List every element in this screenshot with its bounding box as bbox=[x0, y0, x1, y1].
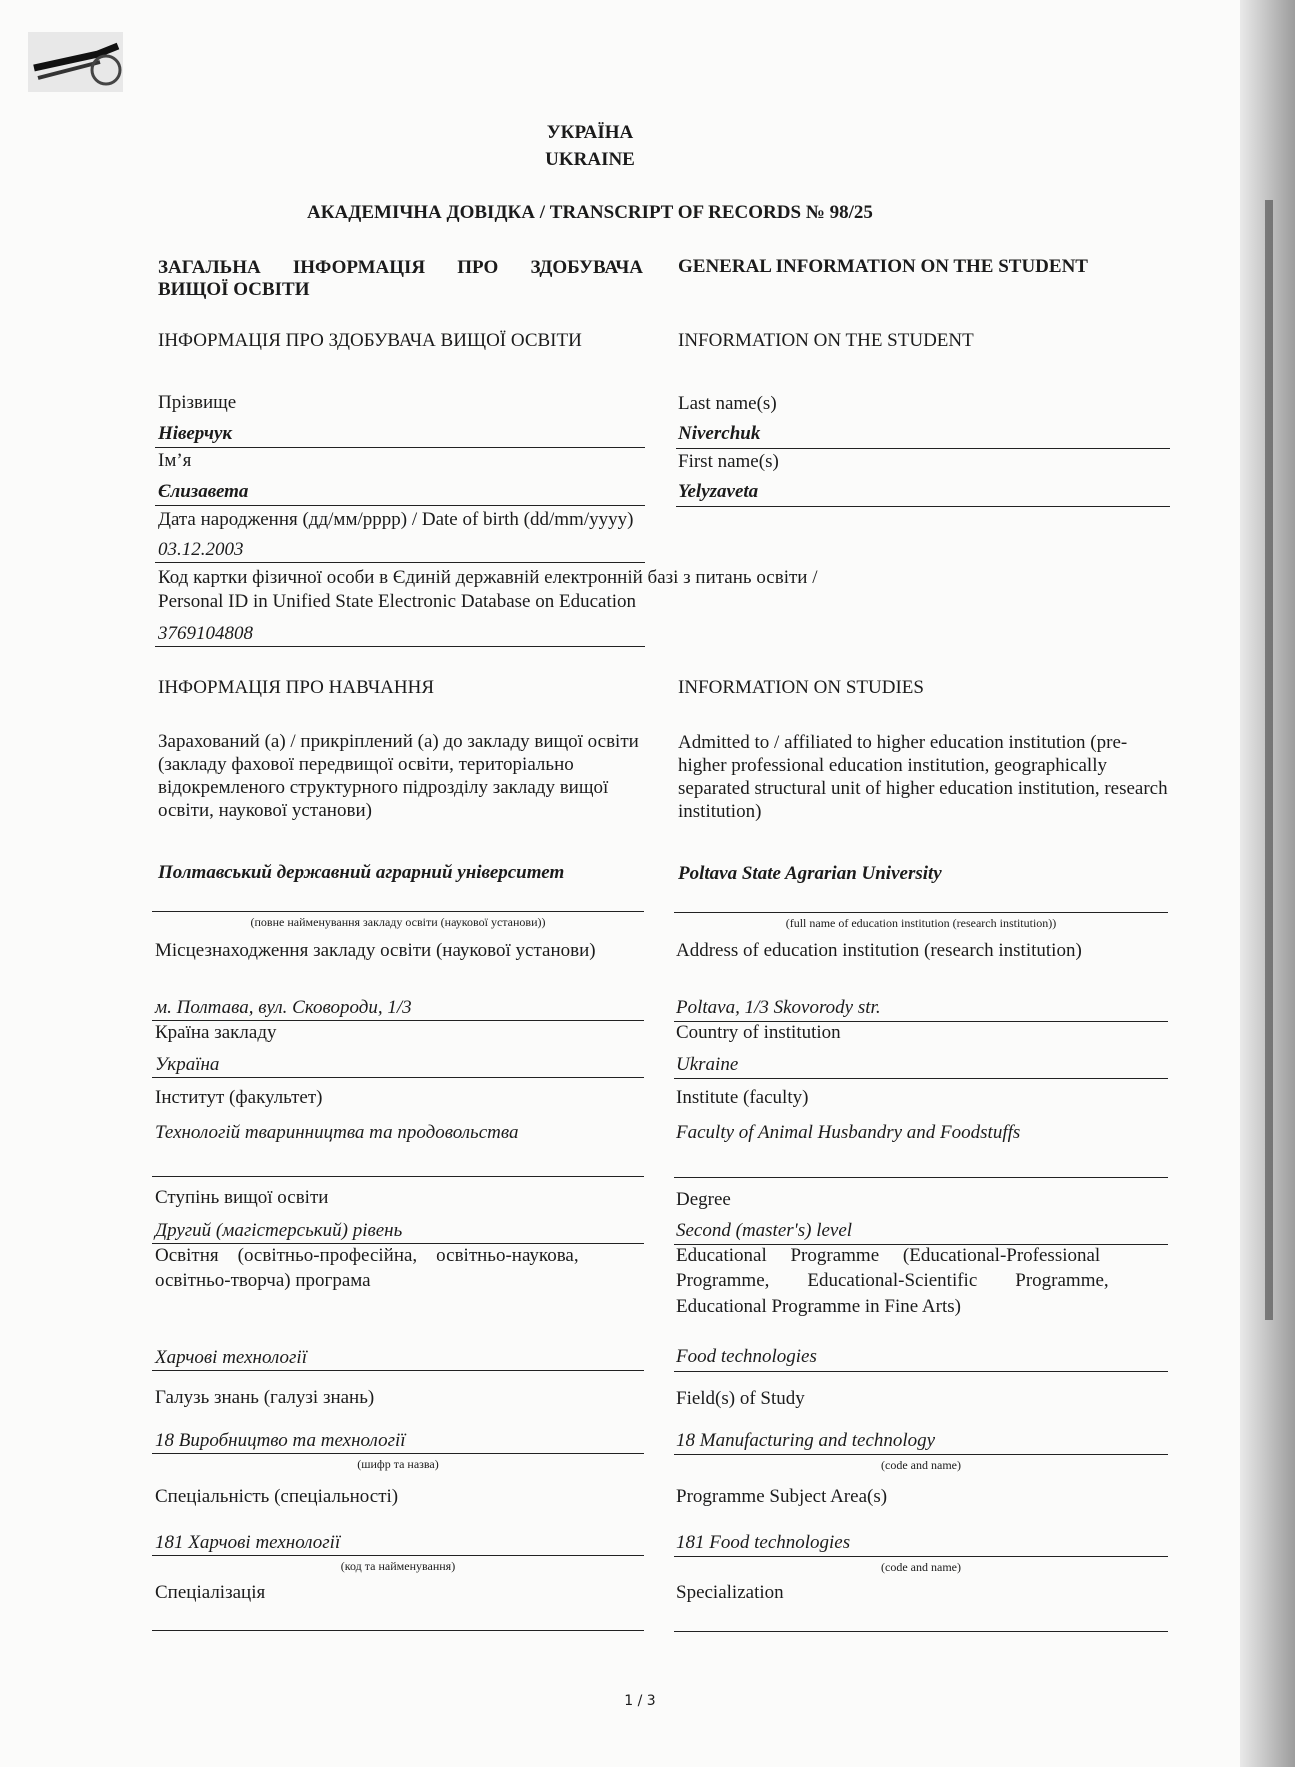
degree-ua-underline bbox=[152, 1243, 644, 1244]
speciality-note-ua: (код та найменування) bbox=[340, 1559, 456, 1573]
faculty-ua-underline bbox=[152, 1176, 644, 1177]
country-ua: Україна bbox=[155, 1054, 220, 1075]
address-label-ua: Місцезнаходження закладу освіти (наукової установи) bbox=[155, 940, 596, 961]
first-name-ua-underline bbox=[155, 505, 645, 506]
last-name-ua-underline bbox=[155, 447, 645, 448]
field-label-en: Field(s) of Study bbox=[676, 1388, 805, 1409]
last-name-ua: Ніверчук bbox=[158, 423, 233, 444]
country-label-en: Country of institution bbox=[676, 1022, 841, 1043]
programme-ua: Харчові технології bbox=[155, 1347, 307, 1368]
degree-label-ua: Ступінь вищої освіти bbox=[155, 1187, 329, 1208]
specialization-ua-underline bbox=[152, 1630, 644, 1631]
institution-ua: Полтавський державний аграрний університет bbox=[158, 862, 565, 883]
id-label-line2: Personal ID in Unified State Electronic Database on Education bbox=[158, 591, 637, 612]
speciality-label-ua: Спеціальність (спеціальності) bbox=[155, 1486, 399, 1507]
field-note-en: (code and name) bbox=[881, 1458, 961, 1472]
section-general-ua-line2: ВИЩОЇ ОСВІТИ bbox=[158, 279, 310, 300]
field-ua-underline bbox=[152, 1453, 644, 1454]
specialization-en-underline bbox=[674, 1631, 1168, 1632]
field-label-ua: Галузь знань (галузі знань) bbox=[155, 1387, 375, 1408]
dob-underline bbox=[155, 562, 645, 563]
programme-label-en-line1: Educational Programme (Educational-Professional bbox=[676, 1245, 1101, 1266]
faculty-en-underline bbox=[674, 1177, 1168, 1178]
page-number: 1 / 3 bbox=[624, 1693, 656, 1709]
first-name-en-underline bbox=[676, 506, 1170, 507]
id-label-line1: Код картки фізичної особи в Єдиній державній електронній базі з питань освіти / bbox=[158, 567, 818, 588]
speciality-en-underline bbox=[674, 1556, 1168, 1557]
section-studies-en: INFORMATION ON STUDIES bbox=[678, 677, 924, 698]
faculty-ua: Технологій тваринництва та продовольства bbox=[155, 1122, 519, 1143]
admitted-text-ua: Зарахований (а) / прикріплений (а) до закладу вищої освіти (закладу фахової передвищої освіти, територіально відокремленого структурного підрозділу закладу вищої освіти, наукової установи) bbox=[158, 731, 639, 821]
field-en-underline bbox=[674, 1454, 1168, 1455]
last-name-en: Niverchuk bbox=[678, 423, 761, 444]
section-student-ua: ІНФОРМАЦІЯ ПРО ЗДОБУВАЧА ВИЩОЇ ОСВІТИ bbox=[158, 330, 582, 351]
institution-note-ua: (повне найменування закладу освіти (наукової установи)) bbox=[250, 915, 546, 929]
section-general-ua-line1: ЗАГАЛЬНА ІНФОРМАЦІЯ ПРО ЗДОБУВАЧА bbox=[158, 257, 643, 278]
speciality-en: 181 Food technologies bbox=[676, 1532, 851, 1553]
section-general-en: GENERAL INFORMATION ON THE STUDENT bbox=[678, 256, 1088, 277]
first-name-label-ua: Ім’я bbox=[158, 450, 192, 471]
programme-label-en-line3: Educational Programme in Fine Arts) bbox=[676, 1296, 961, 1317]
last-name-label-en: Last name(s) bbox=[678, 393, 777, 414]
speciality-label-en: Programme Subject Area(s) bbox=[676, 1486, 888, 1507]
institution-en-underline bbox=[674, 912, 1168, 913]
field-ua: 18 Виробництво та технології bbox=[155, 1430, 406, 1451]
first-name-label-en: First name(s) bbox=[678, 451, 779, 472]
document-title: АКАДЕМІЧНА ДОВІДКА / TRANSCRIPT OF RECORDS № 98/25 bbox=[307, 202, 873, 223]
field-en: 18 Manufacturing and technology bbox=[676, 1430, 936, 1451]
country-ua: УКРАЇНА bbox=[546, 122, 634, 143]
id-value: 3769104808 bbox=[158, 623, 253, 644]
specialization-label-en: Specialization bbox=[676, 1582, 784, 1603]
field-note-ua: (шифр та назва) bbox=[357, 1457, 439, 1471]
country-en-underline bbox=[674, 1078, 1168, 1079]
first-name-ua: Єлизавета bbox=[158, 481, 249, 502]
section-student-en: INFORMATION ON THE STUDENT bbox=[678, 330, 974, 351]
speciality-ua: 181 Харчові технології bbox=[155, 1532, 341, 1553]
id-underline bbox=[155, 646, 645, 647]
country-label-ua: Країна закладу bbox=[155, 1022, 277, 1043]
country-en: Ukraine bbox=[676, 1054, 739, 1075]
programme-en: Food technologies bbox=[676, 1346, 817, 1367]
speciality-note-en: (code and name) bbox=[881, 1560, 961, 1574]
specialization-label-ua: Спеціалізація bbox=[155, 1582, 266, 1603]
programme-label-ua-line1: Освітня (освітньо-професійна, освітньо-наукова, bbox=[155, 1245, 579, 1266]
section-studies-ua: ІНФОРМАЦІЯ ПРО НАВЧАННЯ bbox=[158, 677, 435, 698]
institution-note-en: (full name of education institution (research institution)) bbox=[785, 916, 1057, 930]
scan-edge-band bbox=[1265, 200, 1273, 1320]
staple-mark bbox=[28, 32, 123, 92]
first-name-en: Yelyzaveta bbox=[678, 481, 759, 502]
admitted-text-en: Admitted to / affiliated to higher education institution (pre-higher professional education institution, geographically separated structural unit of higher education institution, research institution) bbox=[678, 732, 1168, 822]
degree-ua: Другий (магістерський) рівень bbox=[155, 1220, 403, 1241]
faculty-en: Faculty of Animal Husbandry and Foodstuffs bbox=[676, 1122, 1021, 1143]
programme-ua-underline bbox=[152, 1370, 644, 1371]
speciality-ua-underline bbox=[152, 1555, 644, 1556]
dob-label: Дата народження (дд/мм/рррр) / Date of birth (dd/mm/yyyy) bbox=[158, 509, 634, 530]
institution-ua-underline bbox=[152, 911, 644, 912]
faculty-label-en: Institute (faculty) bbox=[676, 1087, 809, 1108]
programme-label-ua-line2: освітньо-творча) програма bbox=[155, 1270, 371, 1291]
degree-en: Second (master's) level bbox=[676, 1220, 853, 1241]
institution-en: Poltava State Agrarian University bbox=[678, 863, 942, 884]
address-ua-underline bbox=[152, 1020, 644, 1021]
programme-label-en-line2: Programme, Educational-Scientific Programme, bbox=[676, 1270, 1109, 1291]
last-name-label-ua: Прізвище bbox=[158, 392, 237, 413]
address-label-en: Address of education institution (research institution) bbox=[676, 940, 1082, 961]
address-ua: м. Полтава, вул. Сковороди, 1/3 bbox=[155, 997, 412, 1018]
last-name-en-underline bbox=[676, 448, 1170, 449]
country-ua-underline bbox=[152, 1077, 644, 1078]
country-en: UKRAINE bbox=[545, 149, 635, 170]
faculty-label-ua: Інститут (факультет) bbox=[155, 1087, 323, 1108]
address-en: Poltava, 1/3 Skovorody str. bbox=[676, 997, 881, 1018]
programme-en-underline bbox=[674, 1371, 1168, 1372]
degree-label-en: Degree bbox=[676, 1189, 731, 1210]
dob-value: 03.12.2003 bbox=[158, 539, 244, 560]
